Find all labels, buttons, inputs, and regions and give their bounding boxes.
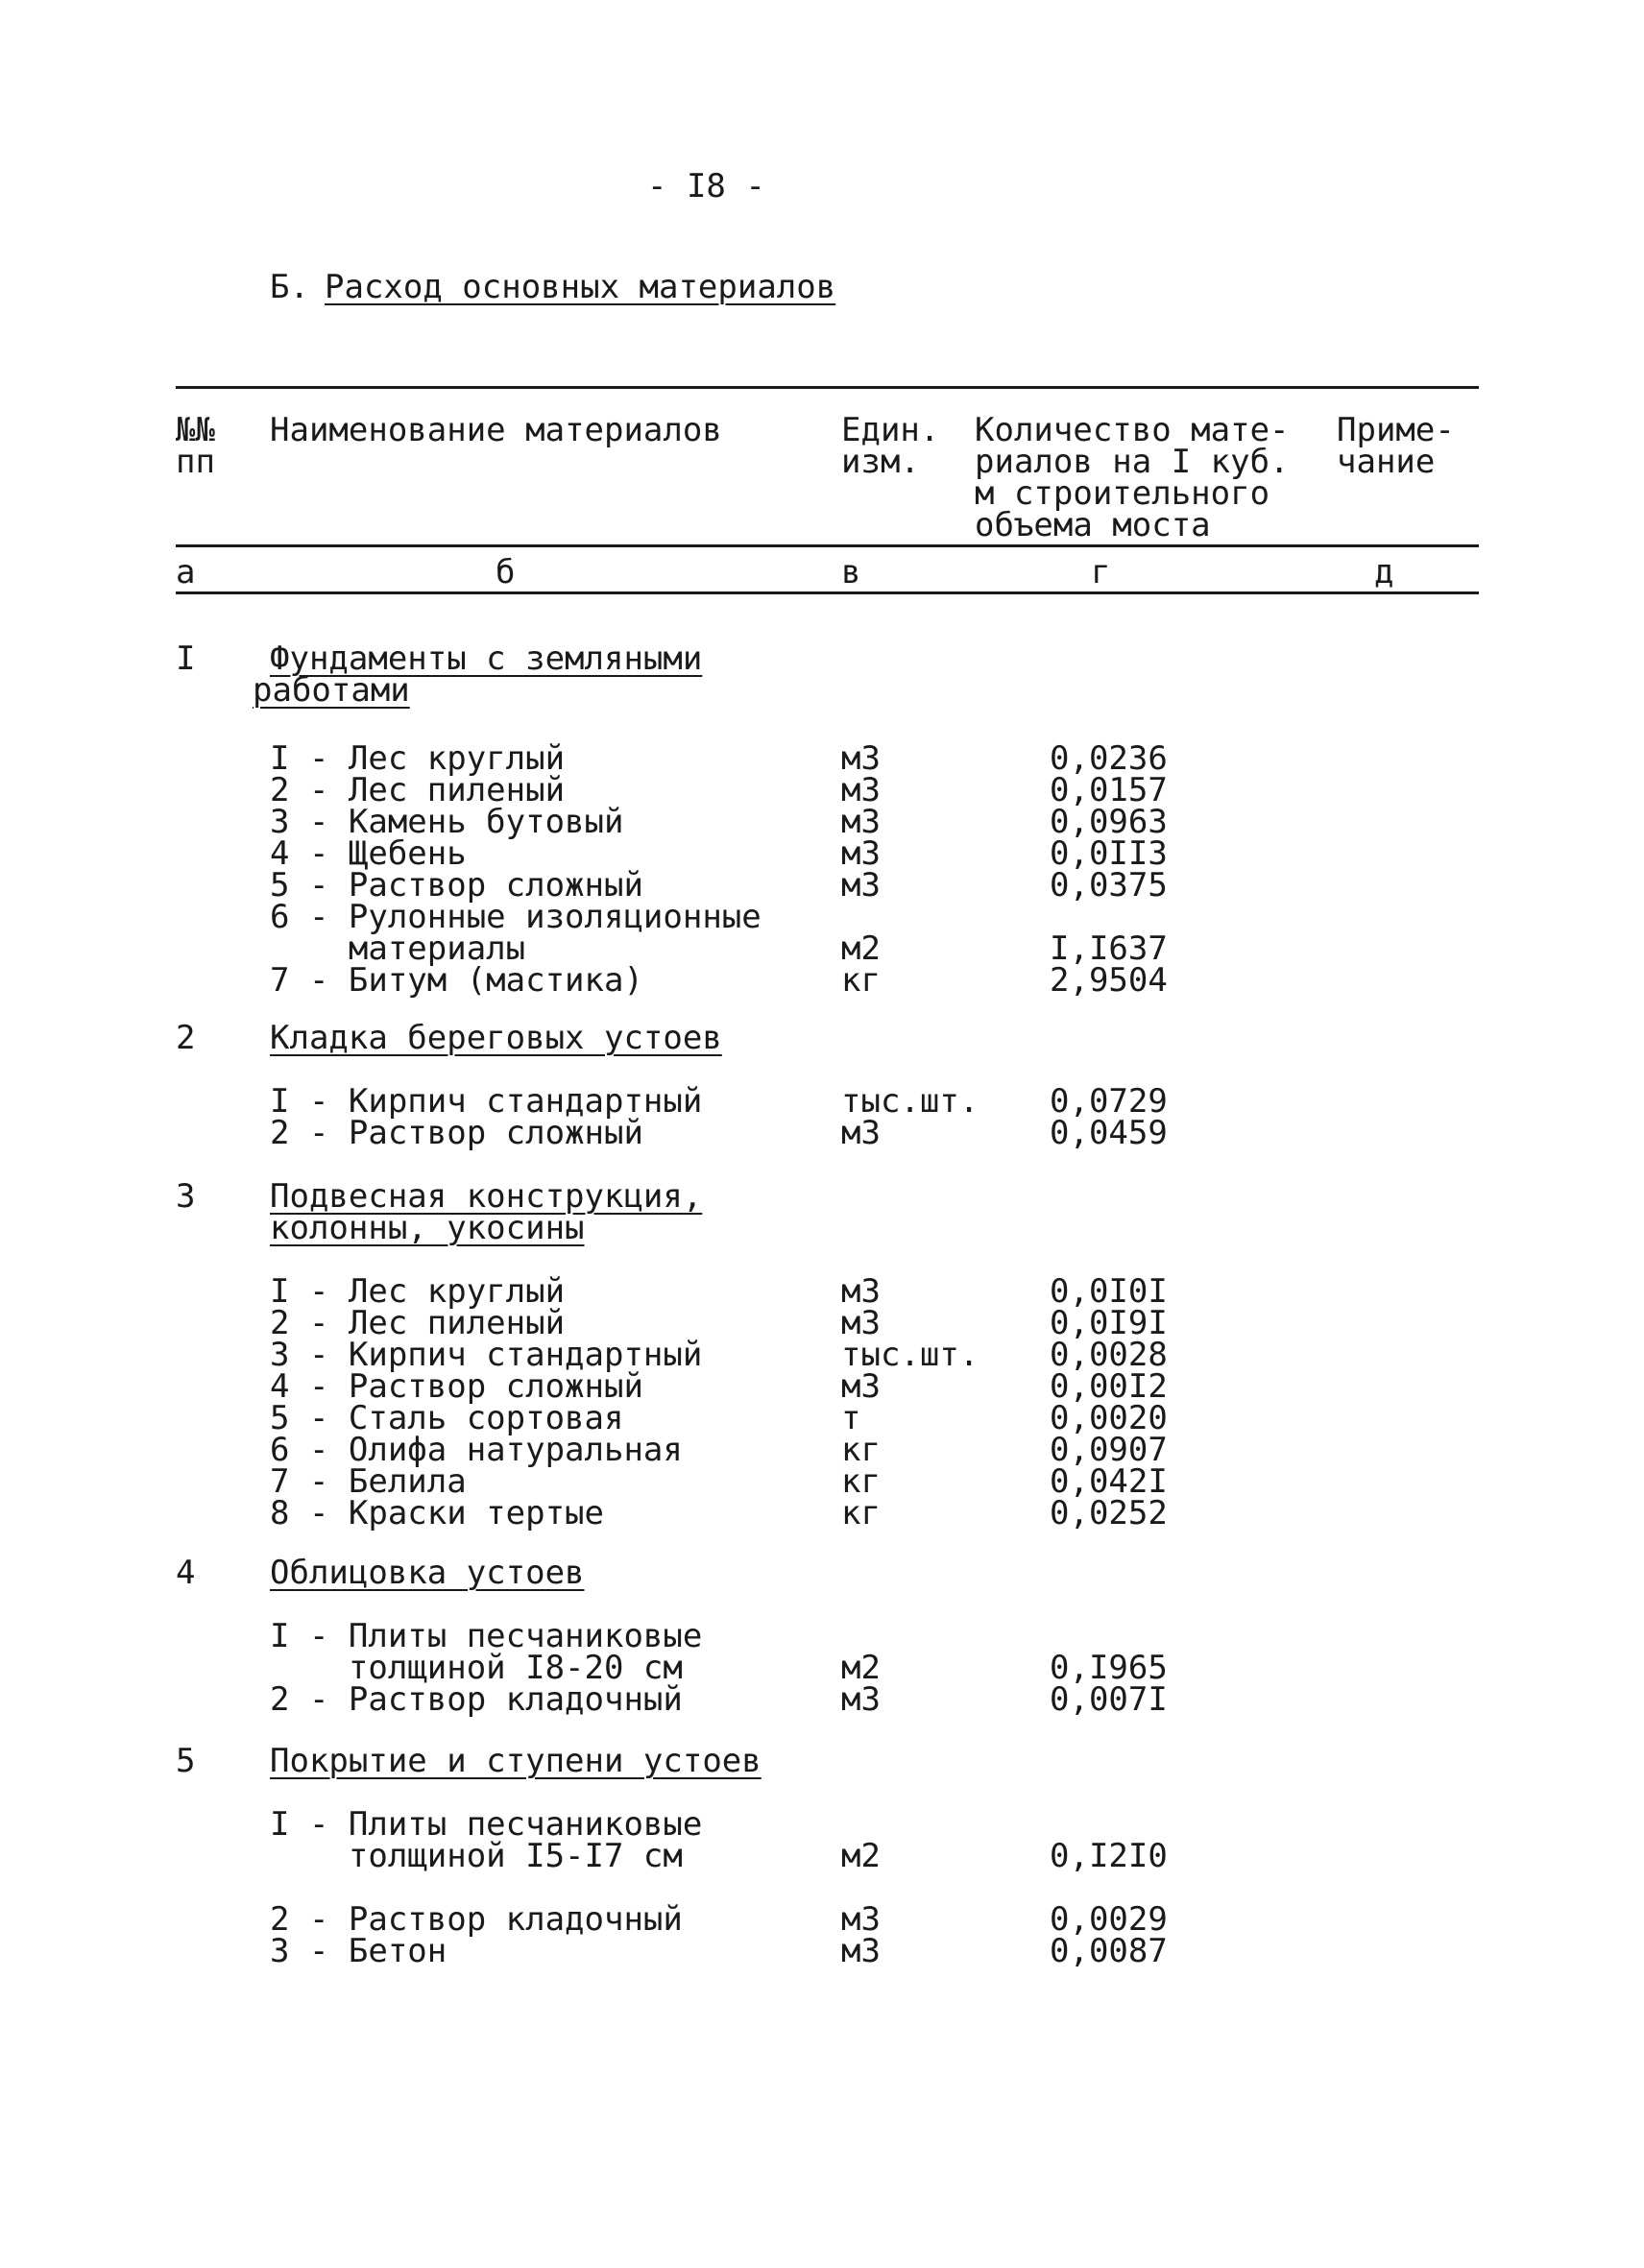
item-name: 7 - Белила [270,1462,467,1501]
item-name: I - Лес круглый [270,739,566,778]
item-unit: м3 [841,1900,881,1939]
item-unit: м3 [841,866,881,905]
item-unit: м3 [841,1304,881,1342]
item-quantity: 0,0029 [1050,1900,1168,1939]
item-name: толщиной I8-20 см [270,1649,683,1687]
item-name: 8 - Краски тертые [270,1494,604,1532]
column-letter-b: б [496,553,516,591]
item-name: 3 - Камень бутовый [270,803,624,841]
item-unit: м3 [841,1272,881,1311]
item-quantity: 0,007I [1050,1680,1168,1719]
item-quantity: 0,0I9I [1050,1304,1168,1342]
group-number: I [176,639,196,678]
item-unit: кг [841,1431,881,1469]
item-quantity: I,I637 [1050,929,1168,968]
section-title: Расход основных материалов [325,268,836,306]
header-qty-line: м строительного [975,474,1270,513]
header-qty-line: риалов на I куб. [975,443,1290,481]
group-title: Фундаменты с земляными [270,639,703,678]
item-quantity: 0,042I [1050,1462,1168,1501]
group-number: 2 [176,1019,196,1057]
item-name: 5 - Раствор сложный [270,866,643,905]
table-top-rule [176,386,1479,389]
column-letter-d: д [1374,553,1394,591]
item-name: 3 - Бетон [270,1932,447,1970]
item-unit: м3 [841,771,881,809]
header-unit-line: изм. [841,443,920,481]
header-qty-line: объема моста [975,506,1211,544]
item-name: I - Кирпич стандартный [270,1082,703,1121]
item-unit: тыс.шт. [841,1336,979,1374]
item-name: 4 - Раствор сложный [270,1367,643,1406]
column-letter-g: г [1091,553,1111,591]
group-number: 4 [176,1554,196,1592]
item-quantity: 0,0459 [1050,1114,1168,1152]
group-title: Облицовка устоев [270,1554,585,1592]
item-name: 3 - Кирпич стандартный [270,1336,703,1374]
item-unit: м3 [841,739,881,778]
item-name: 6 - Олифа натуральная [270,1431,683,1469]
group-number: 3 [176,1177,196,1216]
column-letter-a: а [176,553,196,591]
item-unit: м3 [841,1932,881,1970]
group-title: колонны, укосины [270,1209,585,1247]
header-bottom-rule [176,544,1479,547]
item-quantity: 0,0020 [1050,1399,1168,1437]
item-quantity: 0,0907 [1050,1431,1168,1469]
item-quantity: 0,0II3 [1050,834,1168,873]
item-name: 6 - Рулонные изоляционные [270,898,762,936]
item-name: 4 - Щебень [270,834,467,873]
item-unit: кг [841,1494,881,1532]
header-note-line: Приме- [1337,411,1455,449]
header-qty-line: Количество мате- [975,411,1290,449]
item-quantity: 0,0375 [1050,866,1168,905]
item-unit: м2 [841,1837,881,1875]
item-unit: кг [841,961,881,1000]
column-letter-v: в [841,553,861,591]
item-name: I - Плиты песчаниковые [270,1617,703,1655]
item-name: 5 - Сталь сортовая [270,1399,624,1437]
group-title: Покрытие и ступени устоев [270,1742,762,1780]
group-title: Подвесная конструкция, [270,1177,703,1216]
item-name: 2 - Раствор кладочный [270,1900,683,1939]
item-quantity: 0,0157 [1050,771,1168,809]
item-quantity: 0,0963 [1050,803,1168,841]
item-unit: т [841,1399,861,1437]
item-name: 2 - Лес пиленый [270,771,566,809]
item-unit: тыс.шт. [841,1082,979,1121]
header-note-line: чание [1337,443,1436,481]
group-number: 5 [176,1742,196,1780]
item-unit: м3 [841,1367,881,1406]
item-quantity: 0,00I2 [1050,1367,1168,1406]
item-unit: м3 [841,1114,881,1152]
section-prefix: Б. [270,268,309,306]
item-name: материалы [270,929,526,968]
item-name: I - Лес круглый [270,1272,566,1311]
item-name: 2 - Лес пиленый [270,1304,566,1342]
item-unit: м3 [841,834,881,873]
item-name: 2 - Раствор сложный [270,1114,643,1152]
item-unit: м3 [841,1680,881,1719]
item-unit: м2 [841,929,881,968]
item-unit: м3 [841,803,881,841]
item-quantity: 0,0252 [1050,1494,1168,1532]
header-num-line: №№ [176,411,215,449]
item-quantity: 2,9504 [1050,961,1168,1000]
item-quantity: 0,0236 [1050,739,1168,778]
item-name: толщиной I5-I7 см [270,1837,683,1875]
item-quantity: 0,0028 [1050,1336,1168,1374]
group-title: работами [253,671,410,710]
page-number: - I8 - [647,167,765,205]
header-unit-line: Един. [841,411,940,449]
item-unit: м2 [841,1649,881,1687]
item-quantity: 0,0729 [1050,1082,1168,1121]
item-name: I - Плиты песчаниковые [270,1805,703,1844]
item-quantity: 0,0087 [1050,1932,1168,1970]
item-name: 7 - Битум (мастика) [270,961,643,1000]
group-title: Кладка береговых устоев [270,1019,722,1057]
item-unit: кг [841,1462,881,1501]
item-quantity: 0,I965 [1050,1649,1168,1687]
item-quantity: 0,I2I0 [1050,1837,1168,1875]
header-name: Наименование материалов [270,411,722,449]
item-quantity: 0,0I0I [1050,1272,1168,1311]
item-name: 2 - Раствор кладочный [270,1680,683,1719]
header-num-line: пп [176,443,215,481]
letters-bottom-rule [176,591,1479,594]
